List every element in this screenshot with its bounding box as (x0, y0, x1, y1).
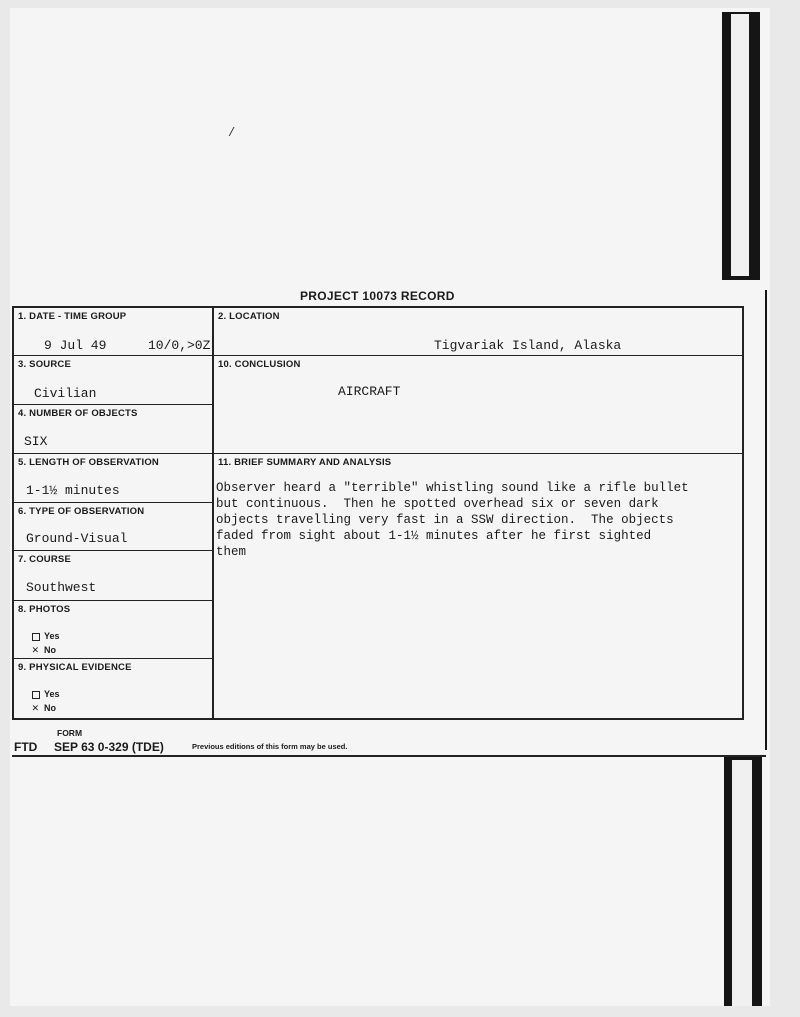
summary-label: 11. BRIEF SUMMARY AND ANALYSIS (218, 457, 392, 468)
course-value: Southwest (26, 580, 97, 595)
field-source (14, 356, 212, 405)
conclusion-value: AIRCRAFT (338, 384, 401, 399)
evidence-yes-label: Yes (44, 689, 60, 699)
photos-label: 8. PHOTOS (18, 604, 71, 615)
field-type-of-observation (14, 503, 212, 551)
footer-agency: FTD (14, 740, 38, 754)
photos-yes-option (32, 631, 60, 641)
field-physical-evidence (14, 659, 212, 720)
source-value: Civilian (34, 386, 97, 401)
footer-previous-editions: Previous editions of this form may be used. (192, 742, 348, 751)
field-number-of-objects (14, 405, 212, 454)
left-column (14, 308, 214, 718)
field-conclusion (214, 356, 742, 454)
checkbox-checked-icon: ✕ (32, 703, 39, 715)
location-value: Tigvariak Island, Alaska (434, 338, 622, 353)
field-location (214, 308, 742, 356)
right-column (214, 308, 742, 718)
time-value: 10/0,>0Z (148, 338, 211, 353)
date-time-group-label: 1. DATE - TIME GROUP (18, 311, 127, 322)
checkbox-empty-icon (32, 691, 40, 699)
right-margin-line (765, 290, 767, 750)
footer-form-number: SEP 63 0-329 (TDE) (54, 740, 164, 754)
number-of-objects-label: 4. NUMBER OF OBJECTS (18, 408, 138, 419)
field-summary (214, 454, 742, 720)
stray-pen-mark: / (228, 126, 236, 140)
field-photos (14, 601, 212, 659)
field-length-of-observation (14, 454, 212, 503)
type-of-observation-label: 6. TYPE OF OBSERVATION (18, 506, 145, 517)
number-of-objects-value: SIX (24, 434, 48, 449)
type-of-observation-value: Ground-Visual (26, 531, 128, 546)
evidence-no-label: No (44, 703, 56, 713)
film-edge-top-highlight (731, 14, 749, 276)
length-of-observation-label: 5. LENGTH OF OBSERVATION (18, 457, 159, 468)
footer-form-word: FORM (57, 728, 83, 738)
film-edge-bottom-highlight (732, 760, 752, 1006)
location-label: 2. LOCATION (218, 311, 280, 322)
form-footer (14, 728, 754, 754)
summary-text: Observer heard a "terrible" whistling sound like a rifle bullet but continuous. Then he spotted overhead six or seven dark objects travelling very fast in a SSW direction. The objects faded from sight about 1-1½ minutes after he first sighted them (216, 481, 689, 559)
date-value: 9 Jul 49 (44, 338, 107, 353)
field-date-time-group (14, 308, 212, 356)
footer-rule (12, 755, 766, 757)
evidence-no-option (32, 701, 56, 715)
course-label: 7. COURSE (18, 554, 72, 565)
project-record-form (12, 306, 744, 720)
source-label: 3. SOURCE (18, 359, 72, 370)
physical-evidence-label: 9. PHYSICAL EVIDENCE (18, 662, 132, 673)
form-title: PROJECT 10073 RECORD (300, 289, 455, 303)
photos-no-label: No (44, 645, 56, 655)
evidence-yes-option (32, 689, 60, 699)
conclusion-label: 10. CONCLUSION (218, 359, 301, 370)
photos-yes-label: Yes (44, 631, 60, 641)
photos-no-option (32, 643, 56, 657)
field-course (14, 551, 212, 601)
length-of-observation-value: 1-1½ minutes (26, 483, 120, 498)
checkbox-empty-icon (32, 633, 40, 641)
checkbox-checked-icon: ✕ (32, 645, 39, 657)
